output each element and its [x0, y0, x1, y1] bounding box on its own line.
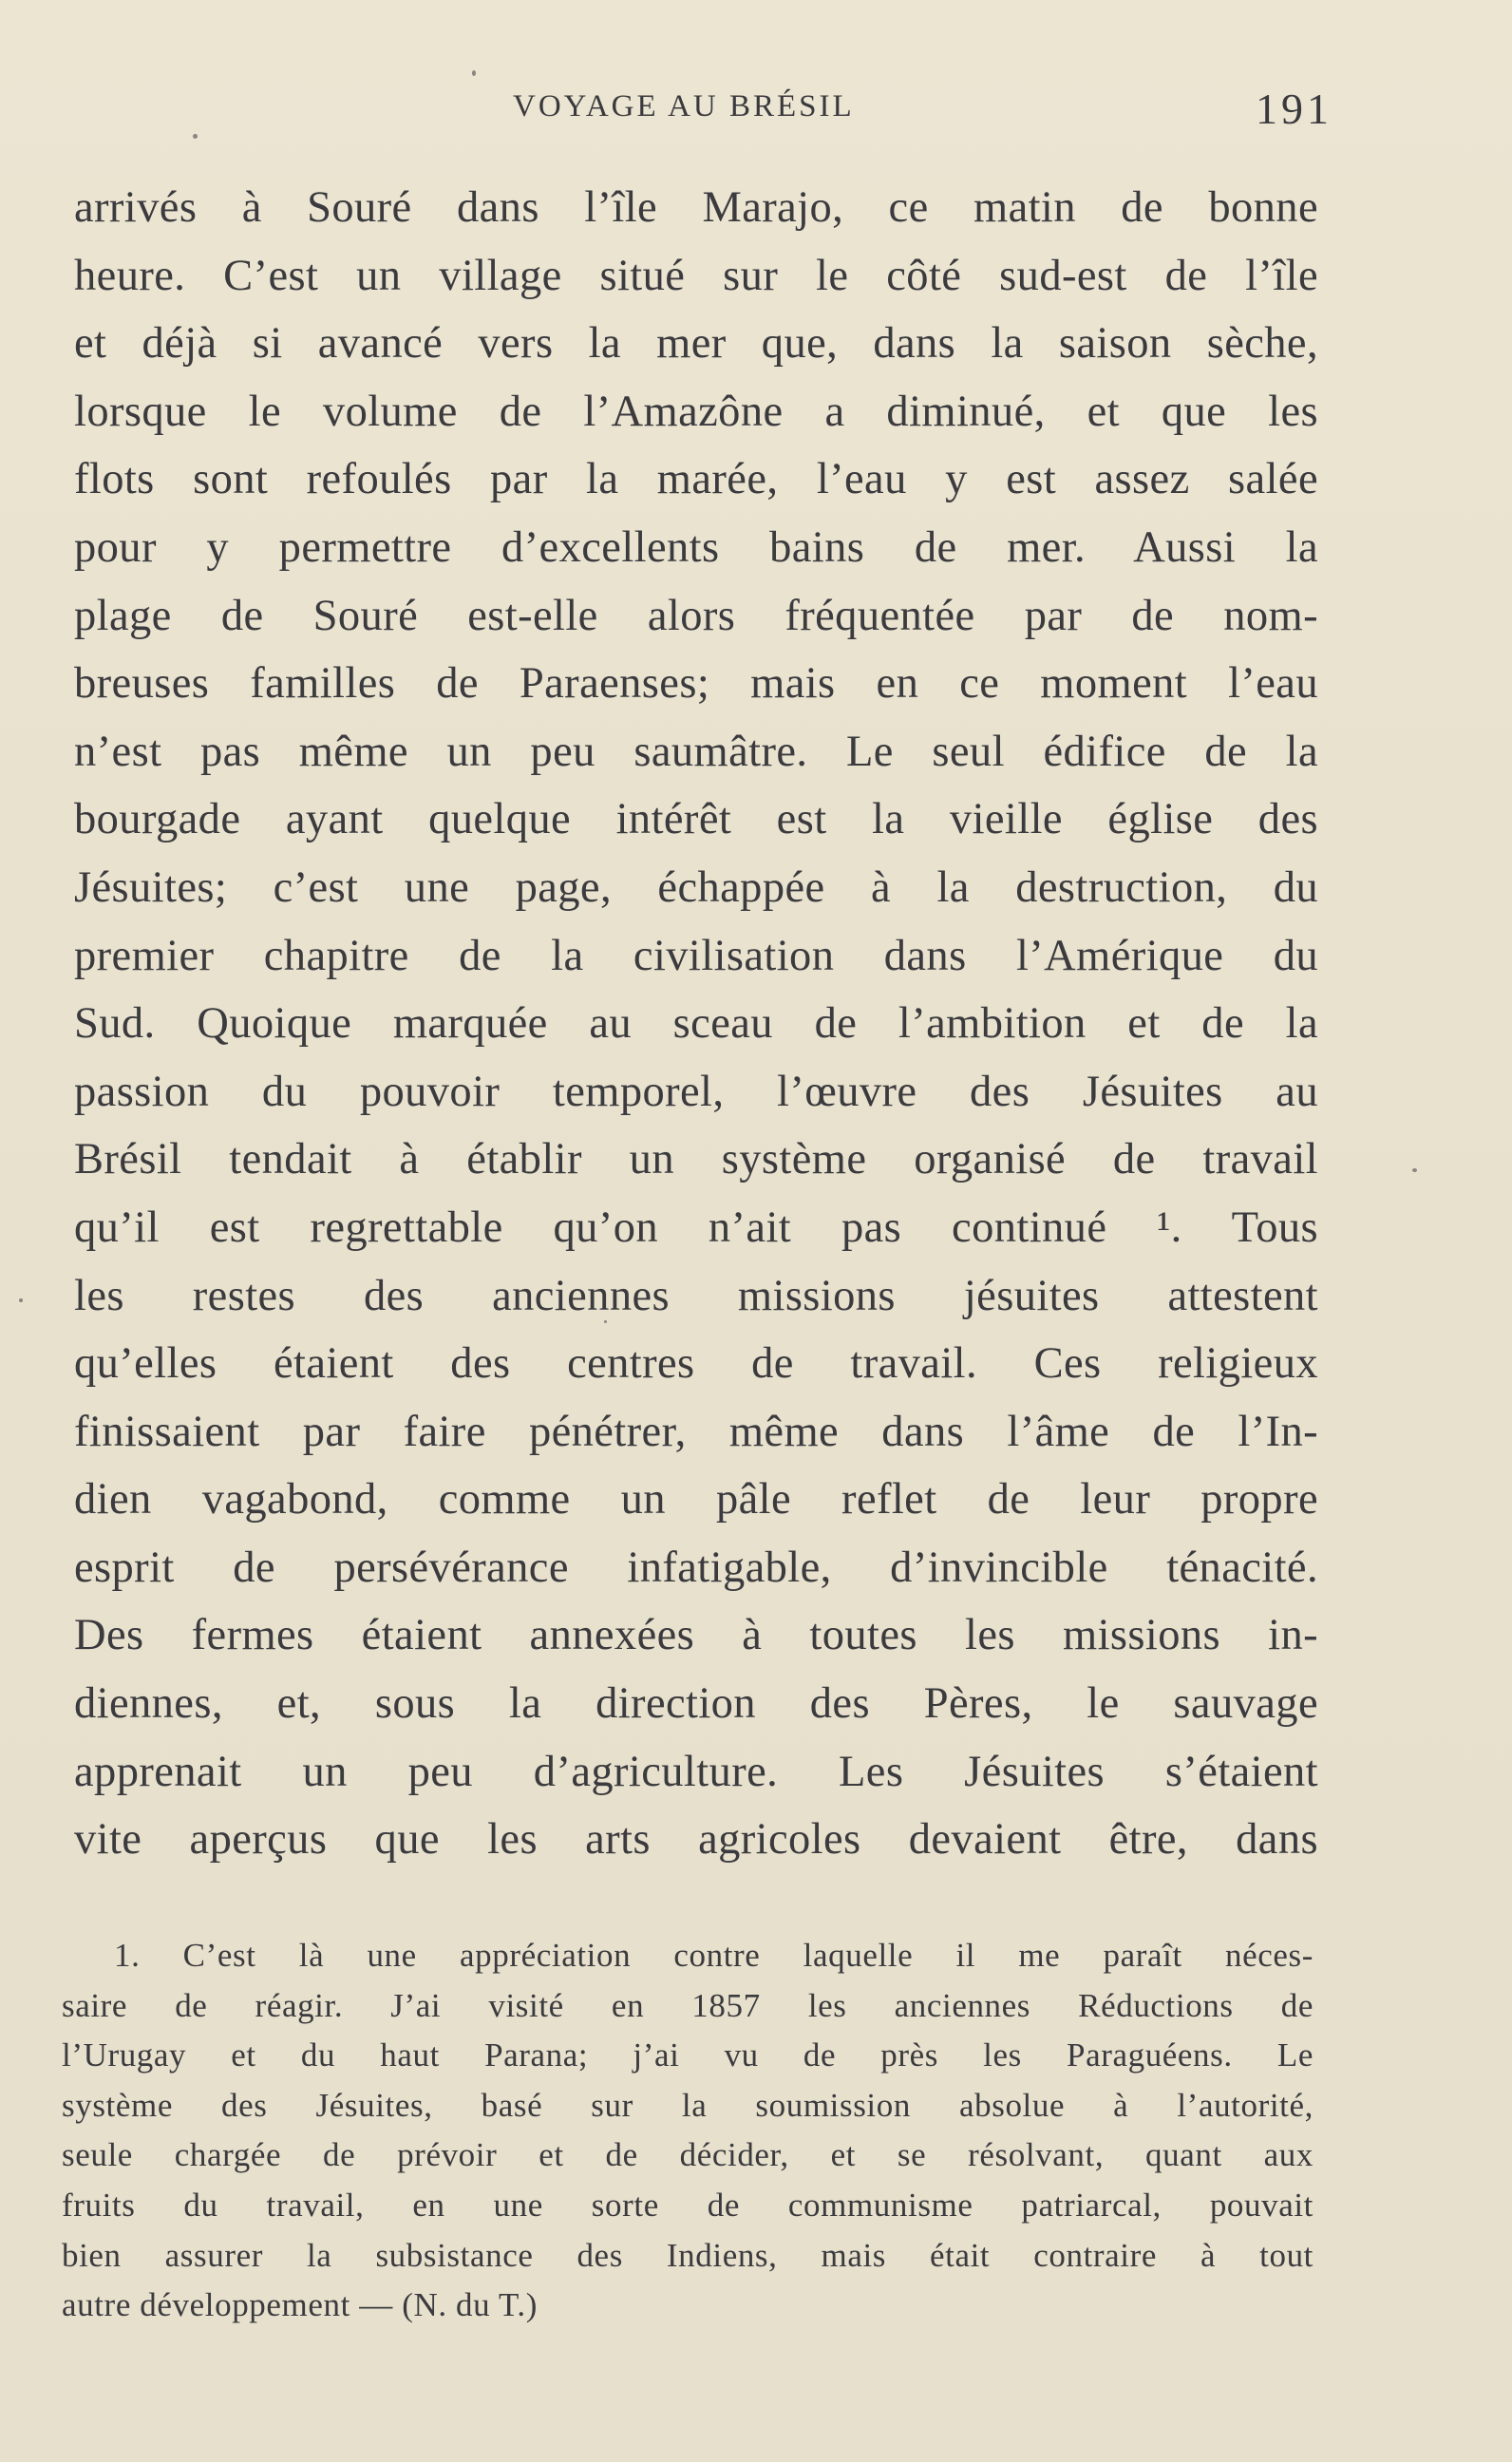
text-line: n’est pas même un peu saumâtre. Le seul édifice de la: [74, 727, 1318, 776]
footnote-line: saire de réagir. J’ai visité en 1857 les anciennes Réductions de: [62, 1986, 1314, 2024]
paper-speck: [604, 1320, 607, 1323]
page-number: 191: [1256, 85, 1332, 133]
footnote-line: autre développement — (N. du T.): [62, 2286, 538, 2324]
text-line: plage de Souré est-elle alors fréquentée par de nom-: [74, 591, 1318, 640]
text-line: apprenait un peu d’agriculture. Les Jésuites s’étaient: [74, 1747, 1318, 1796]
running-title: VOYAGE AU BRÉSIL: [513, 89, 855, 123]
text-line: qu’il est regrettable qu’on n’ait pas continué ¹. Tous: [74, 1203, 1318, 1252]
paper-speck: [472, 70, 476, 76]
text-line: Brésil tendait à établir un système organisé de travail: [74, 1135, 1318, 1184]
footnote-line: fruits du travail, en une sorte de communisme patriarcal, pouvait: [62, 2186, 1314, 2224]
text-line: qu’elles étaient des centres de travail. Ces religieux: [74, 1339, 1318, 1389]
footnote-line: seule chargée de prévoir et de décider, et se résolvant, quant aux: [62, 2136, 1314, 2174]
running-head: [0, 84, 1512, 141]
paper-speck: [193, 134, 198, 139]
footnote-line: l’Urugay et du haut Parana; j’ai vu de près les Paraguéens. Le: [62, 2036, 1314, 2074]
text-line: passion du pouvoir temporel, l’œuvre des Jésuites au: [74, 1067, 1318, 1116]
text-line: arrivés à Souré dans l’île Marajo, ce matin de bonne: [74, 183, 1318, 232]
text-line: pour y permettre d’excellents bains de mer. Aussi la: [74, 522, 1318, 572]
footnote-line: bien assurer la subsistance des Indiens, mais était contraire à tout: [62, 2236, 1314, 2274]
text-line: Des fermes étaient annexées à toutes les missions in-: [74, 1611, 1318, 1660]
text-line: vite aperçus que les arts agricoles devaient être, dans: [74, 1815, 1318, 1865]
text-line: et déjà si avancé vers la mer que, dans la saison sèche,: [74, 319, 1318, 369]
paper-speck: [1412, 1168, 1417, 1172]
text-line: finissaient par faire pénétrer, même dans l’âme de l’In-: [74, 1407, 1318, 1456]
text-line: breuses familles de Paraenses; mais en ce moment l’eau: [74, 659, 1318, 709]
text-line: heure. C’est un village situé sur le côté sud-est de l’île: [74, 251, 1318, 300]
text-line: flots sont refoulés par la marée, l’eau y est assez salée: [74, 455, 1318, 504]
footnote: [62, 1931, 1314, 2331]
text-line: diennes, et, sous la direction des Pères, le sauvage: [74, 1679, 1318, 1729]
text-line: bourgade ayant quelque intérêt est la vieille église des: [74, 795, 1318, 844]
body-text: [74, 174, 1318, 1874]
text-line: esprit de persévérance infatigable, d’invincible ténacité.: [74, 1543, 1318, 1592]
text-line: les restes des anciennes missions jésuites attestent: [74, 1271, 1318, 1320]
footnote-line: 1. C’est là une appréciation contre laquelle il me paraît néces-: [114, 1937, 1314, 1974]
text-line: dien vagabond, comme un pâle reflet de leur propre: [74, 1475, 1318, 1525]
text-line: premier chapitre de la civilisation dans l’Amérique du: [74, 931, 1318, 980]
paper-speck: [19, 1298, 23, 1302]
text-line: Sud. Quoique marquée au sceau de l’ambition et de la: [74, 999, 1318, 1049]
footnote-line: système des Jésuites, basé sur la soumission absolue à l’autorité,: [62, 2086, 1314, 2124]
text-line: Jésuites; c’est une page, échappée à la destruction, du: [74, 862, 1318, 912]
text-line: lorsque le volume de l’Amazône a diminué, et que les: [74, 387, 1318, 436]
